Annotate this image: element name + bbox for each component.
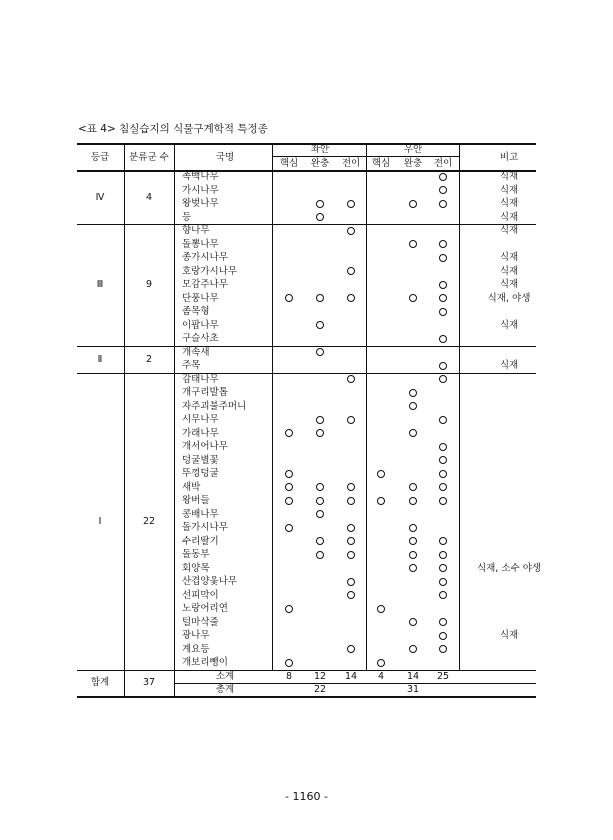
presence-circle	[439, 497, 447, 505]
species-remark: 식재	[499, 225, 519, 237]
presence-circle	[409, 618, 417, 626]
species-name: 구슬사초	[182, 333, 219, 345]
presence-circle	[347, 524, 355, 532]
presence-circle	[347, 645, 355, 653]
presence-circle	[409, 240, 417, 248]
presence-circle	[409, 551, 417, 559]
presence-circle	[439, 470, 447, 478]
species-name: 개속새	[182, 346, 210, 358]
presence-circle	[409, 200, 417, 208]
species-remark: 식재	[499, 252, 519, 264]
presence-circle	[316, 537, 324, 545]
presence-circle	[439, 551, 447, 559]
presence-circle	[439, 456, 447, 464]
header-count: 분류군 수	[129, 151, 169, 163]
presence-circle	[316, 497, 324, 505]
subtotal-value: 14	[406, 670, 420, 682]
col-divider	[174, 143, 175, 697]
presence-circle	[285, 497, 293, 505]
header-sub-transition: 전이	[433, 157, 453, 169]
subtotal-value: 12	[313, 670, 327, 682]
presence-circle	[347, 267, 355, 275]
species-name: 덩굴별꽃	[182, 454, 219, 466]
presence-circle	[377, 659, 385, 667]
col-divider	[366, 143, 367, 670]
species-remark: 식재	[499, 198, 519, 210]
presence-circle	[439, 375, 447, 383]
species-name: 산겹양옻나무	[182, 576, 238, 588]
presence-circle	[285, 659, 293, 667]
species-remark: 식재, 야생	[487, 292, 531, 304]
species-remark: 식재, 소수 야생	[476, 562, 542, 574]
presence-circle	[316, 429, 324, 437]
species-name: 노랑어리연	[182, 603, 228, 615]
presence-circle	[347, 375, 355, 383]
subtotal-value: 14	[344, 670, 358, 682]
species-name: 향나무	[182, 225, 210, 237]
presence-circle	[439, 578, 447, 586]
taxa-count: 9	[145, 279, 153, 291]
group-rule	[77, 346, 536, 347]
totals-count: 37	[142, 677, 156, 688]
presence-circle	[439, 564, 447, 572]
presence-circle	[439, 537, 447, 545]
page-number: - 1160 -	[285, 790, 328, 803]
presence-circle	[439, 294, 447, 302]
presence-circle	[285, 483, 293, 491]
grand-total-right: 31	[406, 683, 420, 695]
col-divider	[459, 143, 460, 670]
species-remark: 식재	[499, 211, 519, 223]
presence-circle	[409, 537, 417, 545]
col-divider	[272, 143, 273, 670]
totals-label: 합계	[90, 677, 110, 688]
species-name: 개구리발톱	[182, 387, 228, 399]
species-name: 수리딸기	[182, 535, 219, 547]
species-name: 왕벚나무	[182, 198, 219, 210]
table-bottom-rule	[77, 696, 536, 698]
taxa-count: 22	[142, 515, 156, 527]
species-name: 돌동부	[182, 549, 210, 561]
species-name: 이팝나무	[182, 319, 219, 331]
species-name: 종가시나무	[182, 252, 228, 264]
species-name: 새박	[182, 481, 201, 493]
species-name: 좀목형	[182, 306, 210, 318]
species-name: 단풍나무	[182, 292, 219, 304]
presence-circle	[439, 308, 447, 316]
species-name: 광나무	[182, 630, 210, 642]
presence-circle	[347, 537, 355, 545]
grand-total-left: 22	[313, 683, 327, 695]
species-name: 모감주나무	[182, 279, 228, 291]
presence-circle	[439, 416, 447, 424]
presence-circle	[439, 618, 447, 626]
table-caption: <표 4> 침실습지의 식물구계학적 특정종	[78, 123, 268, 135]
presence-circle	[316, 483, 324, 491]
species-name: 왕버들	[182, 495, 210, 507]
header-left-bank: 좌안	[310, 143, 330, 155]
presence-circle	[409, 294, 417, 302]
header-bottom-rule	[77, 170, 536, 172]
presence-circle	[439, 645, 447, 653]
presence-circle	[347, 416, 355, 424]
header-right-bank: 우안	[403, 143, 423, 155]
presence-circle	[439, 335, 447, 343]
table-top-rule	[77, 143, 536, 145]
species-name: 족백나무	[182, 171, 219, 183]
presence-circle	[316, 213, 324, 221]
taxa-count: 4	[145, 191, 153, 203]
presence-circle	[347, 497, 355, 505]
presence-circle	[316, 200, 324, 208]
presence-circle	[409, 483, 417, 491]
presence-circle	[377, 605, 385, 613]
presence-circle	[316, 294, 324, 302]
species-name: 털마삭줄	[182, 616, 219, 628]
presence-circle	[347, 551, 355, 559]
subtotal-label: 소계	[215, 670, 235, 682]
species-name: 개서어나무	[182, 441, 228, 453]
presence-circle	[439, 483, 447, 491]
header-remarks: 비고	[499, 151, 519, 163]
species-remark: 식재	[499, 184, 519, 196]
totals-top-rule	[77, 670, 536, 671]
header-grade: 등급	[90, 151, 110, 163]
presence-circle	[439, 200, 447, 208]
species-name: 등	[182, 211, 192, 223]
presence-circle	[285, 524, 293, 532]
grade-label: Ⅱ	[97, 353, 103, 365]
species-remark: 식재	[499, 319, 519, 331]
species-name: 계요등	[182, 643, 210, 655]
species-name: 감태나무	[182, 373, 219, 385]
group-rule	[77, 224, 536, 225]
species-name: 돌뽕나무	[182, 238, 219, 250]
presence-circle	[439, 254, 447, 262]
grade-label: Ⅳ	[95, 191, 105, 203]
presence-circle	[316, 551, 324, 559]
subtotal-value: 4	[377, 670, 385, 682]
presence-circle	[439, 362, 447, 370]
species-name: 선피막이	[182, 589, 219, 601]
presence-circle	[377, 497, 385, 505]
presence-circle	[347, 483, 355, 491]
presence-circle	[316, 510, 324, 518]
species-remark: 식재	[499, 279, 519, 291]
species-name: 호랑가시나무	[182, 265, 238, 277]
species-name: 가래나무	[182, 427, 219, 439]
presence-circle	[439, 443, 447, 451]
header-sub-transition: 전이	[341, 157, 361, 169]
presence-circle	[285, 294, 293, 302]
presence-circle	[285, 605, 293, 613]
presence-circle	[439, 591, 447, 599]
presence-circle	[347, 227, 355, 235]
presence-circle	[347, 294, 355, 302]
presence-circle	[377, 470, 385, 478]
presence-circle	[347, 200, 355, 208]
presence-circle	[409, 564, 417, 572]
header-sub-core: 핵심	[371, 157, 391, 169]
taxa-count: 2	[145, 353, 153, 365]
presence-circle	[347, 591, 355, 599]
presence-circle	[439, 240, 447, 248]
presence-circle	[439, 632, 447, 640]
subtotal-value: 8	[285, 670, 293, 682]
header-sub-core: 핵심	[279, 157, 299, 169]
species-name: 시무나무	[182, 414, 219, 426]
presence-circle	[439, 281, 447, 289]
species-name: 주목	[182, 360, 201, 372]
header-sub-buffer: 완충	[403, 157, 423, 169]
subtotal-value: 25	[436, 670, 450, 682]
presence-circle	[409, 497, 417, 505]
presence-circle	[285, 429, 293, 437]
group-rule	[77, 373, 536, 374]
species-name: 뚜껑덩굴	[182, 468, 219, 480]
header-sub-buffer: 완충	[310, 157, 330, 169]
presence-circle	[409, 429, 417, 437]
presence-circle	[316, 321, 324, 329]
header-name: 국명	[215, 151, 235, 163]
presence-circle	[439, 186, 447, 194]
presence-circle	[347, 578, 355, 586]
grand-total-label: 총계	[215, 683, 235, 695]
species-remark: 식재	[499, 265, 519, 277]
species-remark: 식재	[499, 360, 519, 372]
species-name: 회양목	[182, 562, 210, 574]
presence-circle	[409, 524, 417, 532]
species-name: 콩배나무	[182, 508, 219, 520]
species-name: 가시나무	[182, 184, 219, 196]
presence-circle	[285, 470, 293, 478]
presence-circle	[316, 416, 324, 424]
presence-circle	[409, 645, 417, 653]
grade-label: Ⅰ	[98, 515, 102, 527]
species-name: 개보리뺑이	[182, 657, 228, 669]
species-name: 자주괴불주머니	[182, 400, 247, 412]
presence-circle	[409, 402, 417, 410]
col-divider	[124, 143, 125, 697]
species-remark: 식재	[499, 630, 519, 642]
species-remark: 식재	[499, 171, 519, 183]
presence-circle	[409, 389, 417, 397]
presence-circle	[439, 173, 447, 181]
presence-circle	[316, 348, 324, 356]
grade-label: Ⅲ	[96, 279, 104, 291]
species-name: 돌가시나무	[182, 522, 228, 534]
